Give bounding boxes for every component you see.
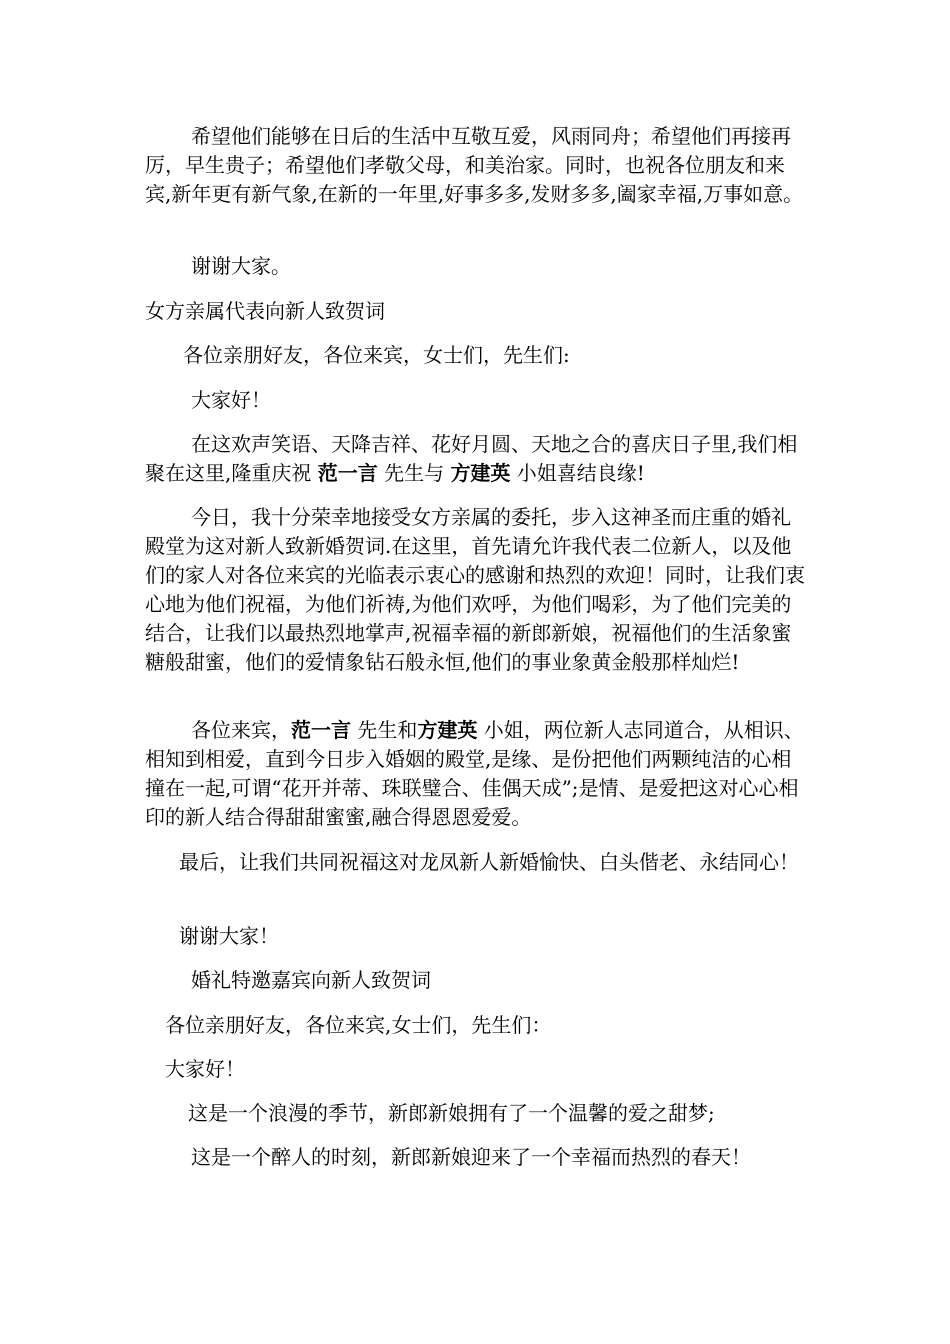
paragraph-text: 这是一个浪漫的季节，新郎新娘拥有了一个温馨的爱之甜梦; bbox=[188, 1101, 715, 1125]
paragraph-greeting-audience-2 bbox=[145, 1011, 810, 1040]
paragraph-text: 最后，让我们共同祝福这对龙凤新人新婚愉快、白头偕老、永结同心！ bbox=[179, 850, 799, 874]
paragraph-couple bbox=[145, 716, 810, 832]
paragraph-intoxicating-moment bbox=[145, 1143, 810, 1172]
paragraph-text: 大家好！ bbox=[191, 388, 271, 412]
paragraph-text: 各位来宾， bbox=[191, 718, 291, 742]
paragraph-greeting-audience bbox=[145, 341, 810, 370]
paragraph-text: 大家好！ bbox=[165, 1057, 245, 1081]
paragraph-hello bbox=[145, 386, 810, 415]
paragraph-blessing bbox=[145, 122, 810, 209]
heading-text: 女方亲属代表向新人致贺词 bbox=[145, 299, 385, 323]
paragraph-final-blessing bbox=[145, 848, 810, 877]
section-heading-guest bbox=[145, 966, 810, 995]
paragraph-text: 各位亲朋好友，各位来宾,女士们，先生们： bbox=[165, 1013, 552, 1037]
section-heading-bride-family bbox=[145, 297, 810, 326]
paragraph-text: 先生与 bbox=[377, 461, 451, 485]
paragraph-romantic-season bbox=[145, 1099, 810, 1128]
bride-name: 方建英 bbox=[450, 461, 511, 485]
paragraph-text: 谢谢大家。 bbox=[191, 254, 291, 278]
paragraph-hello-2 bbox=[145, 1055, 810, 1084]
paragraph-text: 今日，我十分荣幸地接受女方亲属的委托，步入这神圣而庄重的婚礼殿堂为这对新人致新婚贺词.在这里，首先请允许我代表二位新人，以及他们的家人对各位来宾的光临表示衷心的感谢和热烈的欢迎！同时，让我们衷心地为他们祝福，为他们祈祷,为他们欢呼，为他们喝彩，为了他们完美的结合，让我们以最热烈地掌声,祝福幸福的新郎新娘，祝福他们的生活象蜜糖般甜蜜，他们的爱情象钻石般永恒,他们的事业象黄金般那样灿烂! bbox=[145, 505, 805, 674]
paragraph-thanks bbox=[145, 252, 810, 281]
paragraph-text: 先生和 bbox=[351, 718, 418, 742]
paragraph-text: 谢谢大家！ bbox=[179, 924, 279, 948]
paragraph-thanks-2 bbox=[145, 922, 810, 951]
paragraph-celebration bbox=[145, 430, 810, 488]
paragraph-text: 各位亲朋好友，各位来宾，女士们，先生们: bbox=[183, 343, 570, 367]
bride-name: 方建英 bbox=[417, 718, 478, 742]
heading-text: 婚礼特邀嘉宾向新人致贺词 bbox=[191, 968, 431, 992]
paragraph-congratulations bbox=[145, 503, 810, 677]
paragraph-text: 在这欢声笑语、天降吉祥、花好月圆、天地之合的喜庆日子里,我们相聚在这里,隆重庆祝 bbox=[145, 432, 798, 485]
paragraph-text: 小姐喜结良缘! bbox=[510, 461, 645, 485]
groom-name: 范一言 bbox=[291, 718, 351, 742]
groom-name: 范一言 bbox=[317, 461, 378, 485]
paragraph-text: 这是一个醉人的时刻，新郎新娘迎来了一个幸福而热烈的春天！ bbox=[191, 1145, 751, 1169]
paragraph-text: 希望他们能够在日后的生活中互敬互爱，风雨同舟；希望他们再接再厉，早生贵子；希望他们孝敬父母，和美治家。同时，也祝各位朋友和来宾,新年更有新气象,在新的一年里,好事多多,发财多多,阖家幸福,万事如意。 bbox=[145, 124, 804, 206]
paragraph-text: 小姐，两位新人志同道合，从相识、相知到相爱，直到今日步入婚姻的殿堂,是缘、是份把他们两颗纯洁的心相撞在一起,可谓“花开并蒂、珠联璧合、佳偶天成”;是情、是爱把这对心心相印的新人结合得甜甜蜜蜜,融合得恩恩爱爱。 bbox=[145, 718, 804, 829]
